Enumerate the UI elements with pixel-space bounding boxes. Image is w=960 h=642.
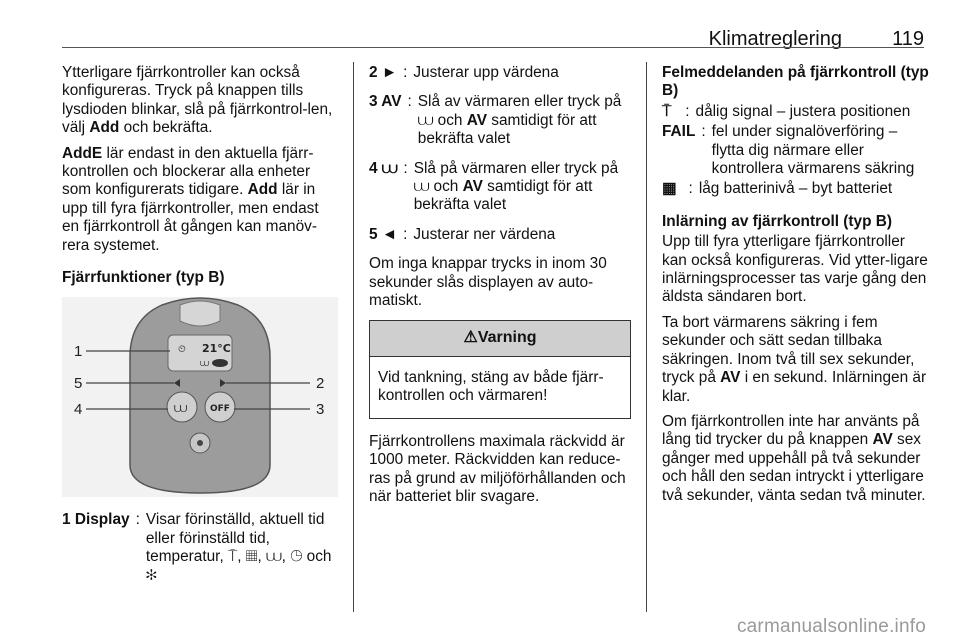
column-1: [62, 64, 338, 596]
callout-3: 3: [316, 401, 325, 419]
paragraph-adde: AddE lär endast in den aktuella fjärr-kontrollen och blockerar alla enheter som konfigurerats tidigare. Add lär in upp till fyra fjärrkontroller, men endast en fjärrkontroll åt gången kan manöv-rera systemet.: [62, 144, 319, 254]
heat-icon: ⩊: [266, 548, 282, 566]
remote-control-illustration: [62, 297, 338, 497]
signal-icon: ⍑: [662, 102, 672, 120]
heat-icon: ⩊: [413, 178, 430, 196]
column-2: [369, 64, 631, 513]
column-3: [662, 64, 930, 512]
legend-term-display: 1 Display: [62, 511, 130, 529]
paragraph-configure: Ytterligare fjärrkontroller kan också konfigureras. Tryck på knappen tills lysdioden blinkar, slå på fjärrkontrol-len, välj Add och bekräfta.: [62, 64, 333, 137]
callout-1: 1: [74, 343, 83, 361]
warning-box: [369, 320, 631, 418]
paragraph-learning-2: Ta bort värmarens säkring i fem sekunder och sätt sedan tillbaka säkringen. Inom två till sex sekunder, tryck på AV i en sekund. Inlärningen är klar.: [662, 313, 927, 405]
section-title: Klimatreglering: [708, 28, 842, 50]
display-heat-icon: ⩊: [200, 359, 210, 370]
signal-icon: ⍑: [228, 548, 238, 566]
error-row-signal: ⍑ : dålig signal – justera positionen: [662, 102, 911, 120]
legend-row-2: 2 ► : Justerar upp värdena: [369, 64, 559, 81]
warning-icon: ⚠: [463, 329, 478, 347]
paragraph-learning-3: Om fjärrkontrollen inte har använts på lång tid trycker du på knappen AV sex gånger med uppehåll på två sekunder och håll den sedan intryckt i ytterligare två sekunder, vänta sedan två minuter.: [662, 412, 926, 504]
column-divider-1: [353, 62, 354, 612]
paragraph-learning-1: Upp till fyra ytterligare fjärrkontroller kan också konfigureras. Vid ytter-ligare inlärningsprocesser tas varje gång den äldsta sändaren bort.: [662, 233, 928, 306]
callout-5: 5: [74, 375, 83, 393]
clock-icon: ◷: [290, 548, 303, 566]
error-row-fail: FAIL : fel under signalöverföring – flytta dig närmare eller kontrollera värmarens säkring: [662, 123, 915, 178]
display-temperature: 21°C: [202, 342, 231, 356]
battery-icon: ▦: [245, 548, 258, 566]
error-row-battery: ▦ : låg batterinivå – byt batteriet: [662, 180, 893, 198]
legend-desc-display: Visar förinställd, aktuell tid eller förinställd tid, temperatur, ⍑, ▦, ⩊, ◷ och ✻: [145, 511, 332, 584]
battery-icon: ▦: [662, 180, 677, 198]
page-header: [62, 22, 924, 52]
display-clock-icon: ⏲: [178, 344, 186, 356]
heading-remote-functions: Fjärrfunktioner (typ B): [62, 269, 225, 287]
watermark: carmanualsonline.info: [736, 616, 926, 637]
warning-header: [370, 321, 630, 356]
remote-control-svg: [62, 297, 338, 497]
legend-row-5: 5 ◄ : Justerar ner värdena: [369, 225, 556, 243]
callout-4: 4: [74, 401, 83, 419]
callout-2: 2: [316, 375, 325, 393]
warning-text: Vid tankning, stäng av både fjärr-kontrollen och värmaren!: [378, 368, 604, 405]
warning-title: Varning: [477, 329, 537, 347]
page-number: 119: [892, 28, 924, 50]
heading-error-messages: Felmeddelanden på fjärrkontroll (typ B): [662, 64, 929, 100]
fan-icon: ✻: [145, 566, 157, 584]
legend-row-display: 1 Display : Visar förinställd, aktuell tid eller förinställd tid, temperatur, ⍑, ▦, ⩊, ◷ och ✻: [62, 511, 338, 585]
column-divider-2: [646, 62, 647, 612]
heading-learning: Inlärning av fjärrkontroll (typ B): [662, 212, 893, 230]
header-rule: [62, 47, 924, 48]
paragraph-range: Fjärrkontrollens maximala räckvidd är 1000 meter. Räckvidden kan reduce-ras på grund av miljöförhållanden och när batteriet blir svagare.: [369, 432, 626, 505]
paragraph-auto-off: Om inga knappar trycks in inom 30 sekunder slås displayen av auto-matiskt.: [369, 255, 607, 310]
legend-row-3: 3 AV : Slå av värmaren eller tryck på ⩊ och AV samtidigt för att bekräfta valet: [369, 93, 622, 148]
heat-icon: ⩊: [417, 111, 434, 129]
svg-text:⩊: ⩊: [174, 401, 188, 417]
off-button-label: OFF: [210, 404, 230, 415]
legend-row-4: 4 ⩊ : Slå på värmaren eller tryck på ⩊ och AV samtidigt för att bekräfta valet: [369, 159, 619, 214]
